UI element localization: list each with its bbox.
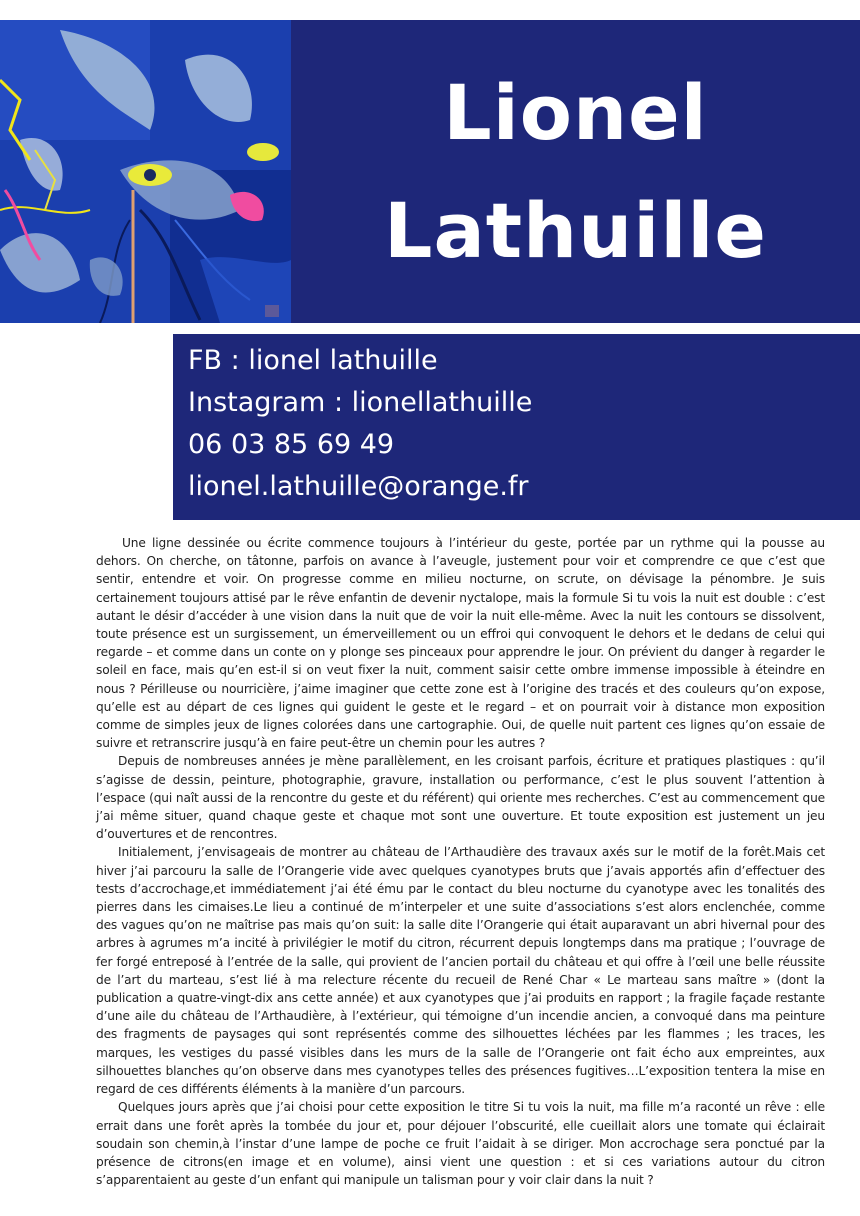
title-first-name: Lionel [443, 67, 708, 157]
contact-panel [173, 334, 860, 520]
artist-statement [96, 534, 825, 1189]
phone-contact: 06 03 85 69 49 [188, 429, 395, 460]
email-contact: lionel.lathuille@orange.fr [188, 471, 529, 502]
title-last-name: Lathuille [384, 185, 767, 275]
artwork-image [0, 20, 291, 323]
abstract-painting-icon [0, 20, 291, 323]
paragraph-2: Depuis de nombreuses années je mène parallèlement, en les croisant parfois, écriture et pratiques plastiques : qu’il s’agisse de dessin, peinture, photographie, gravure, installation ou performance, c’est le plus souvent l’attention à l’espace (qui naît aussi de la rencontre du geste et du référent) qui oriente mes recherches. C’est au commencement que j’ai même situer, quand chaque geste et chaque mot sont une ouverture. Et toute exposition est justement un jeu d’ouvertures et de rencontres. [96, 754, 825, 842]
facebook-contact: FB : lionel lathuille [188, 345, 438, 376]
page-title [384, 54, 767, 290]
paragraph-1: Une ligne dessinée ou écrite commence toujours à l’intérieur du geste, portée par un rythme qui la pousse au dehors. On cherche, on tâtonne, parfois on avance à l’aveugle, justement pour voir et comprendre ce que c’est que sentir, entendre et voir. On progresse comme en milieu nocturne, on scrute, on dévisage la pénombre. Je suis certainement toujours attisé par le rêve enfantin de devenir nyctalope, mais la formule Si tu vois la nuit est double : c’est autant le désir d’accéder à une vision dans la nuit que de voir la nuit elle-même. Avec la nuit les contours se dissolvent, toute présence est un surgissement, un émerveillement ou un effroi qui convoquent le dehors et le dedans de celui qui regarde – et comme dans un conte on y plonge ses pinceaux pour apprendre le jour. On prévient du danger à regarder le soleil en face, mais qu’en est-il si on veut fixer la nuit, comment saisir cette ombre immense impossible à éteindre en nous ? Périlleuse ou nourricière, j’aime imaginer que cette zone est à l’origine des tracés et des couleurs qu’on expose, qu’elle est au départ de ces lignes qui guident le geste et le regard – et on pourrait voir à distance mon exposition comme de simples jeux de lignes colorées dans une cartographie. Oui, de quelle nuit partent ces lignes qu’on essaie de suivre et retranscrire jusqu’à en faire peut-être un chemin pour les autres ? [96, 536, 825, 751]
instagram-contact: Instagram : lionellathuille [188, 387, 533, 418]
paragraph-3: Initialement, j’envisageais de montrer au château de l’Arthaudière des travaux axés sur le motif de la forêt.Mais cet hiver j’ai parcouru la salle de l’Orangerie vide avec quelques cyanotypes bruts que j’avais apportés afin d’effectuer des tests d’accrochage,et immédiatement j’ai été ému par le contact du bleu nocturne du cyanotype avec les tonalités des pierres dans les cimaises.Le lieu a continué de m’interpeler et une suite d’associations s’est alors enclenchée, comme des vagues qu’on ne maîtrise pas mais qu’on suit: la salle dite l’Orangerie qui était auparavant un abri hivernal pour des arbres à agrumes m’a incité à privilégier le motif du citron, récurrent depuis longtemps dans ma pratique ; l’ouvrage de fer forgé entreposé à l’entrée de la salle, qui provient de l’ancien portail du château et qui offre à l’œil une belle réussite de l’art du marteau, s’est lié à ma relecture récente du recueil de René Char « Le marteau sans maître » (dont la publication a quatre-vingt-dix ans cette année) et aux cyanotypes que j’ai produits en rapport ; la fragile façade restante d’une aile du château de l’Arthaudière, à l’extérieur, qui témoigne d’un incendie ancien, a convoqué dans ma peinture des fragments de paysages qui sont représentés comme des silhouettes léchées par les flammes ; les traces, les marques, les vestiges du passé visibles dans les murs de la salle de l’Orangerie ont fait écho aux empreintes, aux silhouettes blanches qu’on observe dans mes cyanotypes telles des présences fugitives…L’exposition tentera la mise en regard de ces différents éléments à la manière d’un parcours. [96, 845, 825, 1097]
title-banner [291, 20, 860, 323]
paragraph-4: Quelques jours après que j’ai choisi pour cette exposition le titre Si tu vois la nuit, ma fille m’a raconté un rêve : elle errait dans une forêt après la tombée du jour et, pour déjouer l’obscurité, elle cueillait alors une tomate qui éclairait soudain son chemin,à l’instar d’une lampe de poche ce fruit l’aidait à se diriger. Mon accrochage sera ponctué par la présence de citrons(en image et en volume), ainsi vient une question : et si ces variations autour du citron s’apparentaient au geste d’un enfant qui manipule un talisman pour y voir clair dans la nuit ? [96, 1100, 825, 1188]
